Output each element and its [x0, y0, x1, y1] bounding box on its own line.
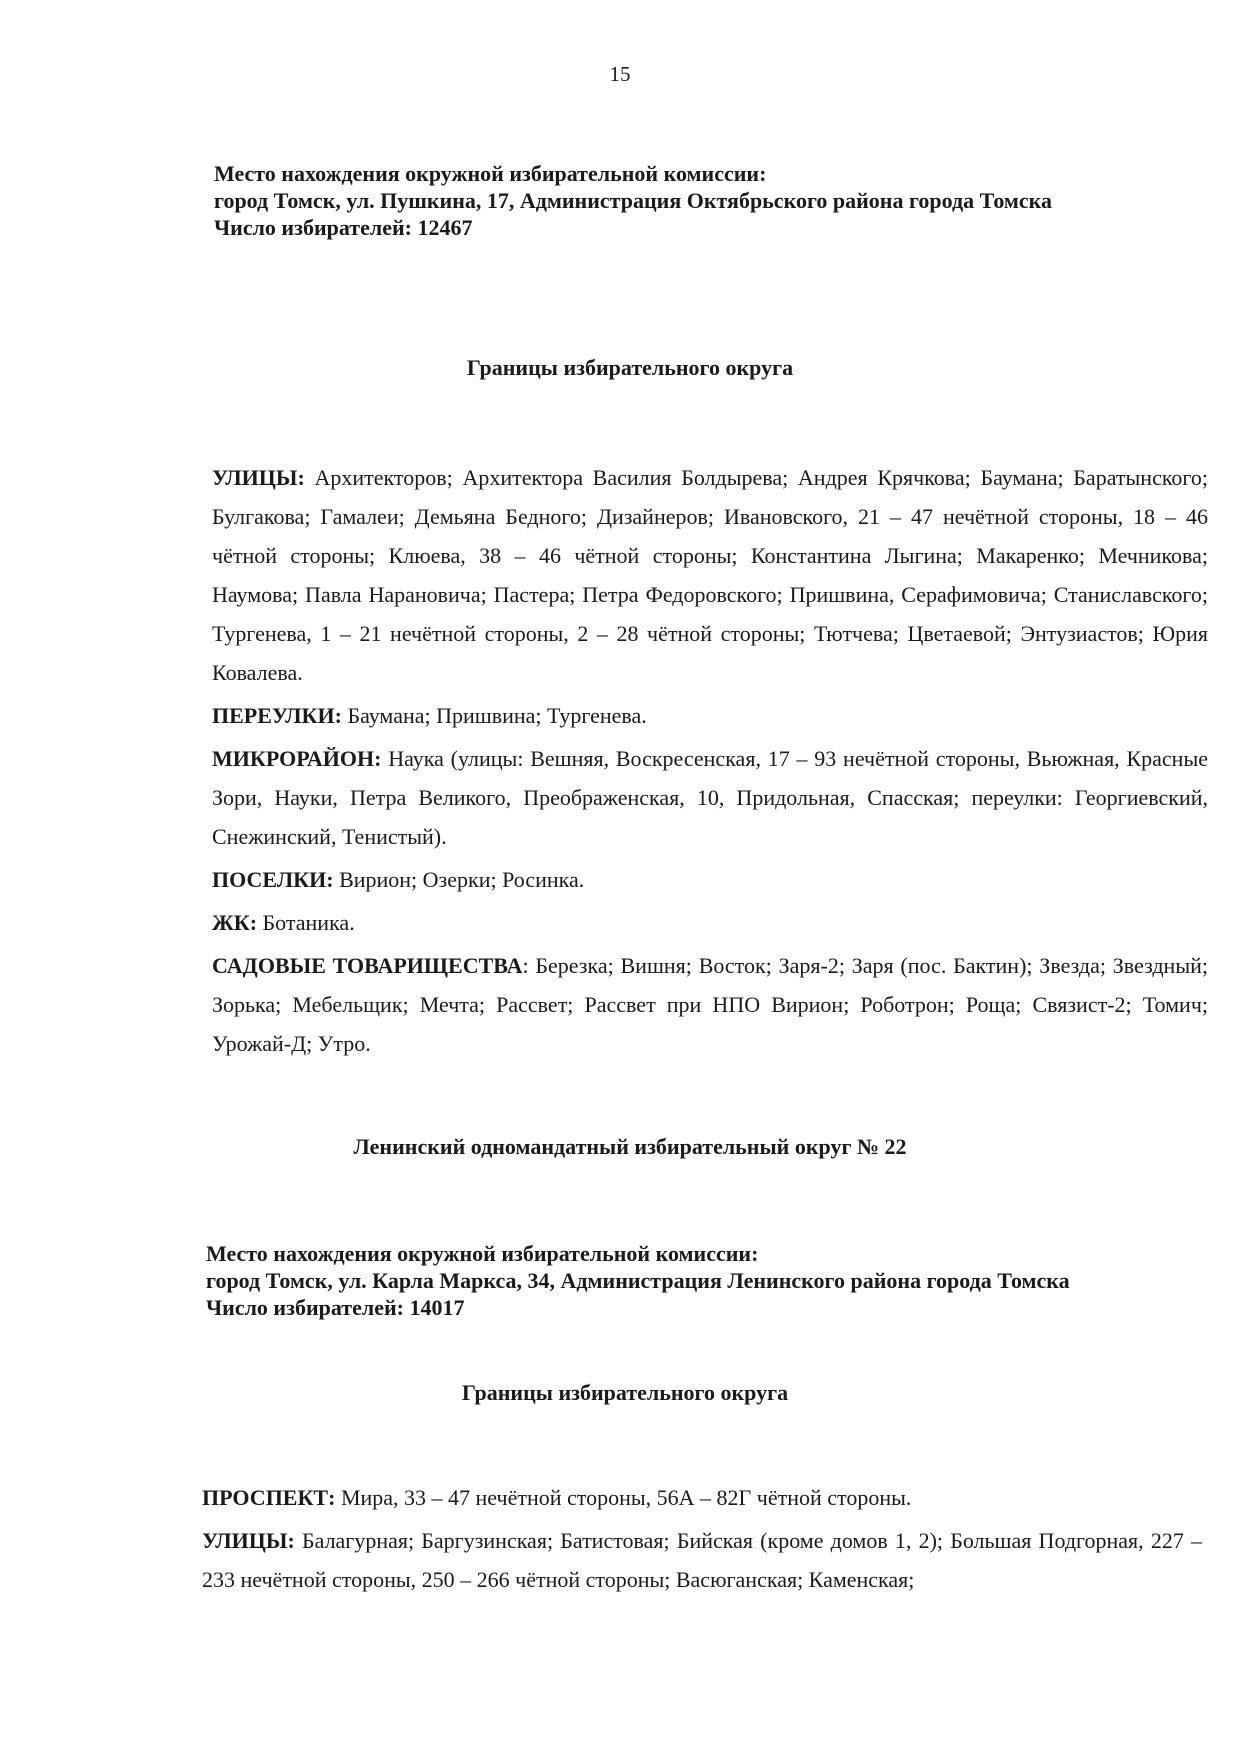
lanes-label: ПЕРЕУЛКИ: — [212, 703, 342, 728]
settlements-list: Вирион; Озерки; Росинка. — [333, 867, 585, 892]
page-number: 15 — [609, 62, 631, 86]
boundaries-text-top — [212, 458, 1208, 1067]
residential-list: Ботаника. — [257, 910, 355, 935]
residential-paragraph — [212, 903, 1208, 942]
avenue-paragraph — [202, 1478, 1202, 1517]
commission-location-label: Место нахождения окружной избирательной комиссии: — [214, 161, 767, 186]
commission-address-22: город Томск, ул. Карла Маркса, 34, Администрация Ленинского района города Томска — [206, 1268, 1070, 1293]
microdistrict-paragraph — [212, 739, 1208, 856]
boundaries-heading-22: Границы избирательного округа — [461, 1380, 789, 1405]
boundaries-heading-top: Границы избирательного округа — [466, 355, 794, 380]
streets-label-22: УЛИЦЫ: — [202, 1528, 295, 1553]
okrug-22-title: Ленинский одномандатный избирательный округ № 22 — [353, 1134, 907, 1159]
gardens-paragraph — [212, 946, 1208, 1063]
microdistrict-list: Наука (улицы: Вешняя, Воскресенская, 17 – 93 нечётной стороны, Вьюжная, Красные Зори, Науки, Петра Великого, Преображенская, 10, Придольная, Спасская; переулки: Георгиевский, Снежинский, Тенистый). — [212, 746, 1208, 849]
avenue-label: ПРОСПЕКТ: — [202, 1485, 336, 1510]
lanes-paragraph — [212, 696, 1208, 735]
boundaries-text-22 — [202, 1478, 1202, 1603]
gardens-label: САДОВЫЕ ТОВАРИЩЕСТВА — [212, 953, 523, 978]
settlements-paragraph — [212, 860, 1208, 899]
streets-list: Архитекторов; Архитектора Василия Болдырева; Андрея Крячкова; Баумана; Баратынского; Булгакова; Гамалеи; Демьяна Бедного; Дизайнеров; Ивановского, 21 – 47 нечётной стороны, 18 – 46 чётной стороны; Клюева, 38 – 46 чётной стороны; Константина Лыгина; Макаренко; Мечникова; Наумова; Павла Нарановича; Пастера; Петра Федоровского; Пришвина, Серафимовича; Станиславского; Тургенева, 1 – 21 нечётной стороны, 2 – 28 чётной стороны; Тютчева; Цветаевой; Энтузиастов; Юрия Ковалева. — [212, 465, 1208, 685]
commission-address: город Томск, ул. Пушкина, 17, Администрация Октябрьского района города Томска — [214, 188, 1053, 213]
streets-paragraph-22 — [202, 1521, 1202, 1599]
streets-label: УЛИЦЫ: — [212, 465, 305, 490]
voters-count-22: Число избирателей: 14017 — [206, 1295, 465, 1320]
microdistrict-label: МИКРОРАЙОН: — [212, 746, 382, 771]
settlements-label: ПОСЕЛКИ: — [212, 867, 334, 892]
streets-paragraph — [212, 458, 1208, 692]
streets-list-22: Балагурная; Баргузинская; Батистовая; Бийская (кроме домов 1, 2); Большая Подгорная, 227 – 233 нечётной стороны, 250 – 266 чётной стороны; Васюганская; Каменская; — [202, 1528, 1202, 1592]
lanes-list: Баумана; Пришвина; Тургенева. — [341, 703, 647, 728]
commission-location-label-22: Место нахождения окружной избирательной комиссии: — [206, 1241, 759, 1266]
commission-info-top — [214, 160, 1052, 241]
avenue-list: Мира, 33 – 47 нечётной стороны, 56А – 82Г чётной стороны. — [335, 1485, 912, 1510]
gardens-list: : Березка; Вишня; Восток; Заря-2; Заря (пос. Бактин); Звезда; Звездный; Зорька; Мебельщик; Мечта; Рассвет; Рассвет при НПО Вирион; Роботрон; Роща; Связист-2; Томич; Урожай-Д; Утро. — [212, 953, 1208, 1056]
residential-label: ЖК: — [212, 910, 258, 935]
voters-count: Число избирателей: 12467 — [214, 215, 473, 240]
commission-info-22 — [206, 1240, 1070, 1321]
